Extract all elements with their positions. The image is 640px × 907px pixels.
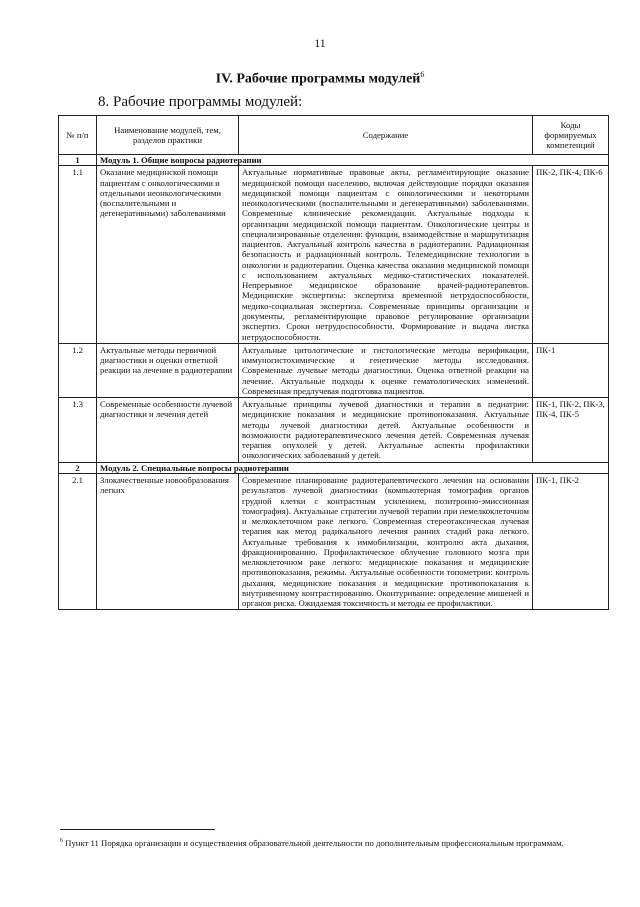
topic-codes: ПК-2, ПК-4, ПК-6 — [533, 166, 609, 344]
topic-number: 1.2 — [59, 343, 97, 397]
topic-name: Актуальные методы первичной диагностики и оценки ответной реакции на лечение в радиотерапии — [97, 343, 239, 397]
topic-name: Оказание медицинской помощи пациентам с онкологическими и отдельными неонкологическими (воспалительными и дегенеративными) заболеваниями — [97, 166, 239, 344]
header-content: Содержание — [239, 116, 533, 155]
table-header-row — [59, 116, 609, 155]
topic-codes: ПК-1, ПК-2, ПК-3, ПК-4, ПК-5 — [533, 398, 609, 463]
footnote-reference: 6 — [420, 70, 425, 79]
topic-codes: ПК-1, ПК-2 — [533, 473, 609, 609]
topic-codes: ПК-1 — [533, 343, 609, 397]
topic-name: Злокачественные новообразования легких — [97, 473, 239, 609]
modules-table — [58, 115, 609, 610]
module-row — [59, 462, 609, 473]
module-row — [59, 155, 609, 166]
topic-number: 2.1 — [59, 473, 97, 609]
footnote-divider — [60, 829, 215, 830]
header-number: № п/п — [59, 116, 97, 155]
section-title: 8. Рабочие программы модулей: — [98, 94, 303, 110]
header-module-name: Наименование модулей, тем, разделов практики — [97, 116, 239, 155]
module-title: Модуль 1. Общие вопросы радиотерапии — [97, 155, 609, 166]
page-number: 11 — [314, 36, 326, 50]
main-title-text: IV. Рабочие программы модулей — [215, 71, 421, 87]
module-title: Модуль 2. Специальные вопросы радиотерапии — [97, 462, 609, 473]
main-title — [0, 70, 640, 88]
module-number: 2 — [59, 462, 97, 473]
topic-number: 1.1 — [59, 166, 97, 344]
topic-content: Современное планирование радиотерапевтического лечения на основании результатов лучевой диагностики (компьютерная томография органов грудной клетки с контрастным усилением, позитронно-эмиссионная томография). Актуальные стратегии лучевой терапии при немелкоклеточном и мелкоклеточном раке легкого. Современная стереотаксическая лучевая терапия как метод радикального лечения ранних стадий рака легкого. Актуальные требования к иммобилизации, контролю акта дыхания, фракционированию. Профилактическое облучение головного мозга при мелкоклеточном раке легкого: медицинские показания и медицинские противопоказания, режимы. Актуальные особенности топометрии: контроль дыхания, медицинские показания и медицинские противопоказания к внутривенному контрастированию. Оконтуривание: определение мишеней и органов риска. Ожидаемая токсичность и методы ее профилактики. — [239, 473, 533, 609]
footnote-mark: 6 — [60, 838, 63, 845]
footnote-text: Пункт 11 Порядка организации и осуществления образовательной деятельности по дополнительным профессиональным программам. — [63, 838, 564, 848]
table-row — [59, 166, 609, 344]
topic-content: Актуальные принципы лучевой диагностики и терапии в педиатрии: медицинские показания и медицинские противопоказания. Актуальные методы лучевой диагностики детей. Актуальные особенности и возможности радиотерапевтического лечения детей. Современная лучевая терапия опухолей у детей. Актуальные аспекты профилактики онкологических заболеваний у детей. — [239, 398, 533, 463]
module-number: 1 — [59, 155, 97, 166]
topic-content: Актуальные цитологические и гистологические методы верификации, иммуногистохимические и генетические методы исследования. Современные лучевые методы диагностики. Оценка ответной реакции на лечение. Актуальные подходы к оценке гематологических изменений. Современная предлучевая подготовка пациентов. — [239, 343, 533, 397]
table-row — [59, 473, 609, 609]
header-competency-codes: Коды формируемых компетенций — [533, 116, 609, 155]
table-row — [59, 398, 609, 463]
topic-name: Современные особенности лучевой диагностики и лечения детей — [97, 398, 239, 463]
topic-number: 1.3 — [59, 398, 97, 463]
footnote — [60, 838, 610, 849]
topic-content: Актуальные нормативные правовые акты, регламентирующие оказание медицинской помощи населению, включая действующие порядки оказания медицинской помощи пациентам с онкологическими и некоторыми неонкологическими (воспалительными и дегенеративными) заболеваниями. Современные клинические рекомендации. Актуальные подходы к организации медицинской помощи пациентам. Онкологические центры и специализированные отделения: функции, взаимодействие и маршрутизация пациентов. Актуальный контроль качества в радиотерапии. Радиационная безопасность и радиационный контроль. Телемедицинские технологии в онкологии и радиотерапии. Оценка качества оказания медицинской помощи с использованием актуальных медико-статистических показателей. Непрерывное медицинское образование врачей-радиотерапевтов. Медицинские экспертизы: экспертиза временной нетрудоспособности, медико-социальная экспертиза. Современные принципы организации и документы, регламентирующие правовое регулирование организации экспертиз. Сроки нетрудоспособности. Формирование и выдача листка нетрудоспособности. — [239, 166, 533, 344]
table-row — [59, 343, 609, 397]
